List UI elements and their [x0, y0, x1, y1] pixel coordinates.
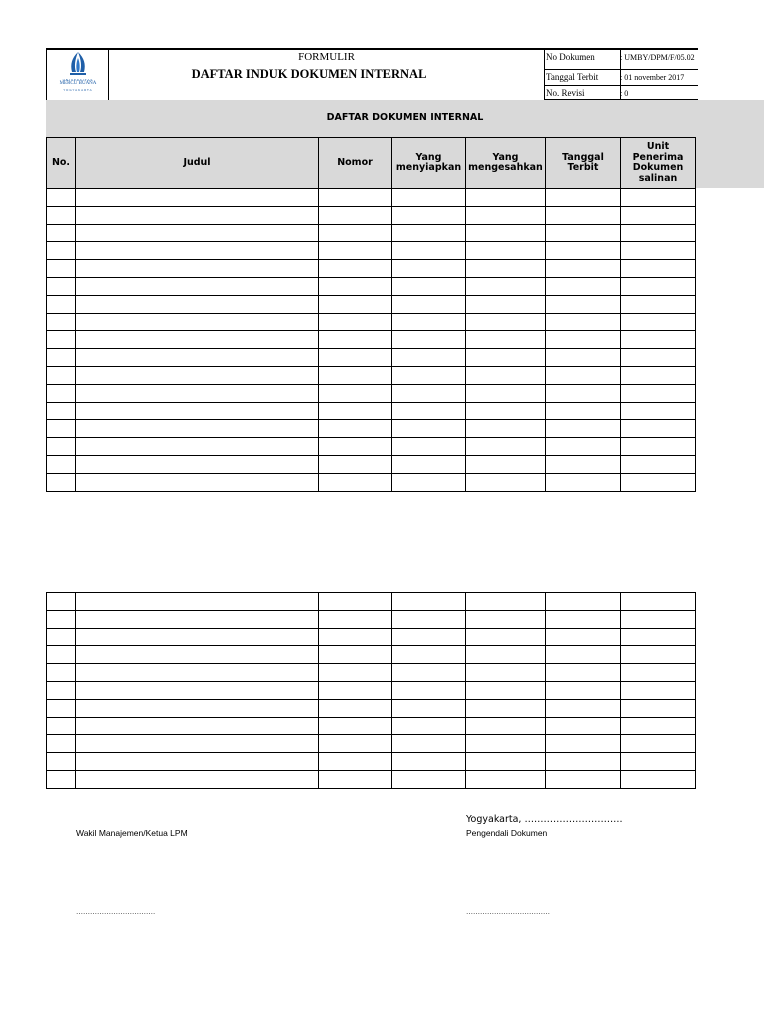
table-cell[interactable] [466, 770, 546, 788]
table-row [47, 277, 696, 295]
table-cell[interactable] [546, 770, 621, 788]
table-cell[interactable] [392, 699, 466, 717]
table-cell[interactable] [47, 331, 76, 349]
table-cell[interactable] [466, 593, 546, 611]
table-row [47, 717, 696, 735]
table-cell[interactable] [47, 420, 76, 438]
table-cell[interactable] [76, 593, 319, 611]
table-cell[interactable] [47, 455, 76, 473]
table-cell[interactable] [76, 420, 319, 438]
table-cell[interactable] [392, 313, 466, 331]
table-cell[interactable] [466, 699, 546, 717]
table-row [47, 366, 696, 384]
table-cell[interactable] [47, 366, 76, 384]
table-cell[interactable] [76, 384, 319, 402]
table-row [47, 770, 696, 788]
table-row [47, 224, 696, 242]
table-cell[interactable] [47, 735, 76, 753]
col-nomor: Nomor [319, 138, 392, 189]
table-cell[interactable] [546, 420, 621, 438]
col-yang-menyiapkan: Yang menyiapkan [392, 138, 466, 189]
table-cell[interactable] [621, 699, 696, 717]
table-cell[interactable] [546, 402, 621, 420]
table-cell[interactable] [392, 224, 466, 242]
table-cell[interactable] [621, 770, 696, 788]
table-cell[interactable] [392, 717, 466, 735]
table-cell[interactable] [621, 735, 696, 753]
table-cell[interactable] [319, 331, 392, 349]
table-cell[interactable] [392, 735, 466, 753]
table-cell[interactable] [47, 277, 76, 295]
table-cell[interactable] [319, 206, 392, 224]
table-row [47, 610, 696, 628]
table-cell[interactable] [76, 366, 319, 384]
table-cell[interactable] [621, 331, 696, 349]
table-cell[interactable] [621, 260, 696, 278]
table-cell[interactable] [76, 277, 319, 295]
table-cell[interactable] [392, 438, 466, 456]
meta-key: Tanggal Terbit [546, 72, 599, 82]
table-cell[interactable] [392, 206, 466, 224]
table-cell[interactable] [319, 455, 392, 473]
table-cell[interactable] [47, 473, 76, 491]
table-cell[interactable] [546, 189, 621, 207]
table-cell[interactable] [546, 260, 621, 278]
table-cell[interactable] [621, 628, 696, 646]
left-signature-line: ……………………………. [76, 908, 156, 916]
table-cell[interactable] [319, 646, 392, 664]
table-cell[interactable] [47, 224, 76, 242]
table-row [47, 681, 696, 699]
col-unit-penerima: Unit Penerima Dokumen salinan [621, 138, 696, 189]
table-cell[interactable] [319, 699, 392, 717]
table-cell[interactable] [466, 664, 546, 682]
col-tanggal-terbit: Tanggal Terbit [546, 138, 621, 189]
table-cell[interactable] [392, 681, 466, 699]
page-title: DAFTAR INDUK DOKUMEN INTERNAL [191, 67, 427, 81]
table-cell[interactable] [466, 366, 546, 384]
table-cell[interactable] [466, 735, 546, 753]
table-cell[interactable] [466, 420, 546, 438]
table-row [47, 402, 696, 420]
table-cell[interactable] [319, 295, 392, 313]
table-cell[interactable] [621, 455, 696, 473]
table-cell[interactable] [621, 206, 696, 224]
table-row [47, 664, 696, 682]
table-cell[interactable] [546, 593, 621, 611]
table-cell[interactable] [319, 384, 392, 402]
section-title: DAFTAR DOKUMEN INTERNAL [326, 112, 484, 123]
table-cell[interactable] [546, 277, 621, 295]
table-row [47, 295, 696, 313]
table-cell[interactable] [466, 628, 546, 646]
table-cell[interactable] [76, 717, 319, 735]
table-cell[interactable] [466, 224, 546, 242]
table-cell[interactable] [621, 189, 696, 207]
table-cell[interactable] [466, 295, 546, 313]
table-cell[interactable] [47, 349, 76, 367]
table-cell[interactable] [319, 260, 392, 278]
table-cell[interactable] [76, 628, 319, 646]
table-cell[interactable] [546, 473, 621, 491]
table-cell[interactable] [76, 260, 319, 278]
flame-logo-icon [50, 50, 106, 80]
table-cell[interactable] [47, 313, 76, 331]
meta-row-doc-number [544, 50, 698, 66]
table-cell[interactable] [466, 189, 546, 207]
table-row [47, 438, 696, 456]
table-cell[interactable] [546, 349, 621, 367]
table-cell[interactable] [546, 610, 621, 628]
table-cell[interactable] [392, 610, 466, 628]
table-cell[interactable] [319, 277, 392, 295]
table-cell[interactable] [319, 473, 392, 491]
place-date: Yogyakarta, …………………………. [466, 814, 623, 825]
table-cell[interactable] [621, 242, 696, 260]
table-cell[interactable] [319, 224, 392, 242]
table-cell[interactable] [546, 753, 621, 771]
table-row [47, 420, 696, 438]
meta-row-issue-date [544, 69, 698, 85]
table-cell[interactable] [319, 664, 392, 682]
table-cell[interactable] [392, 366, 466, 384]
right-signature-line: ……………………………… [466, 908, 550, 916]
table-cell[interactable] [76, 349, 319, 367]
table-cell[interactable] [546, 664, 621, 682]
table-row [47, 753, 696, 771]
table-cell[interactable] [466, 753, 546, 771]
table-cell[interactable] [621, 717, 696, 735]
col-yang-mengesahkan: Yang mengesahkan [466, 138, 546, 189]
table-cell[interactable] [319, 753, 392, 771]
table-cell[interactable] [76, 455, 319, 473]
table-cell[interactable] [76, 735, 319, 753]
table-cell[interactable] [392, 189, 466, 207]
table-cell[interactable] [76, 313, 319, 331]
table-cell[interactable] [392, 402, 466, 420]
table-cell[interactable] [319, 735, 392, 753]
table-cell[interactable] [76, 473, 319, 491]
table-cell[interactable] [76, 699, 319, 717]
table-cell[interactable] [546, 366, 621, 384]
table-cell[interactable] [76, 206, 319, 224]
table-cell[interactable] [319, 242, 392, 260]
table-cell[interactable] [47, 438, 76, 456]
table-cell[interactable] [466, 455, 546, 473]
table-cell[interactable] [546, 455, 621, 473]
table-cell[interactable] [392, 473, 466, 491]
table-cell[interactable] [319, 313, 392, 331]
table-row [47, 260, 696, 278]
table-cell[interactable] [466, 646, 546, 664]
table-cell[interactable] [546, 224, 621, 242]
table-cell[interactable] [47, 189, 76, 207]
table-cell[interactable] [546, 681, 621, 699]
table-cell[interactable] [621, 438, 696, 456]
table-cell[interactable] [76, 331, 319, 349]
table-cell[interactable] [466, 331, 546, 349]
table-cell[interactable] [466, 277, 546, 295]
table-cell[interactable] [392, 242, 466, 260]
left-signatory-role: Wakil Manajemen/Ketua LPM [76, 828, 188, 838]
table-row [47, 699, 696, 717]
table-cell[interactable] [76, 189, 319, 207]
table-cell[interactable] [319, 628, 392, 646]
table-cell[interactable] [392, 331, 466, 349]
table-cell[interactable] [319, 402, 392, 420]
table-cell[interactable] [319, 681, 392, 699]
table-cell[interactable] [392, 295, 466, 313]
table-cell[interactable] [47, 206, 76, 224]
table-cell[interactable] [546, 384, 621, 402]
table-cell[interactable] [392, 277, 466, 295]
table-cell[interactable] [319, 349, 392, 367]
table-cell[interactable] [621, 473, 696, 491]
table-cell[interactable] [392, 646, 466, 664]
col-judul: Judul [76, 138, 319, 189]
table-cell[interactable] [47, 770, 76, 788]
table-row [47, 628, 696, 646]
table-row [47, 473, 696, 491]
col-no: No. [47, 138, 76, 189]
table-cell[interactable] [546, 295, 621, 313]
table-cell[interactable] [466, 438, 546, 456]
table-cell[interactable] [621, 420, 696, 438]
logo-text-main: MERCU BUANA [59, 81, 97, 86]
table-cell[interactable] [47, 699, 76, 717]
table-cell[interactable] [47, 260, 76, 278]
table-cell[interactable] [392, 664, 466, 682]
table-cell[interactable] [47, 646, 76, 664]
table-cell[interactable] [76, 681, 319, 699]
table-cell[interactable] [47, 402, 76, 420]
table-cell[interactable] [319, 420, 392, 438]
table-header-row [47, 138, 696, 189]
table-cell[interactable] [392, 455, 466, 473]
table-cell[interactable] [47, 681, 76, 699]
table-cell[interactable] [392, 628, 466, 646]
table-cell[interactable] [546, 699, 621, 717]
table-cell[interactable] [319, 366, 392, 384]
table-cell[interactable] [546, 438, 621, 456]
table-cell[interactable] [621, 681, 696, 699]
table-cell[interactable] [76, 295, 319, 313]
table-cell[interactable] [319, 717, 392, 735]
table-cell[interactable] [546, 242, 621, 260]
table-row [47, 242, 696, 260]
table-cell[interactable] [47, 593, 76, 611]
table-cell[interactable] [392, 593, 466, 611]
table-cell[interactable] [546, 331, 621, 349]
table-row [47, 313, 696, 331]
table-row [47, 206, 696, 224]
table-row [47, 593, 696, 611]
table-cell[interactable] [466, 349, 546, 367]
table-cell[interactable] [319, 438, 392, 456]
table-cell[interactable] [76, 646, 319, 664]
form-label: FORMULIR [298, 51, 355, 63]
table-cell[interactable] [546, 206, 621, 224]
table-row [47, 384, 696, 402]
table-cell[interactable] [621, 593, 696, 611]
logo-text-top: UNIVERSITAS [62, 78, 94, 82]
table-row [47, 349, 696, 367]
table-cell[interactable] [466, 610, 546, 628]
table-row [47, 331, 696, 349]
table-cell[interactable] [392, 349, 466, 367]
table-cell[interactable] [319, 770, 392, 788]
right-signatory-role: Pengendali Dokumen [466, 828, 548, 838]
meta-value: : 01 november 2017 [620, 73, 685, 82]
university-logo [50, 50, 106, 96]
table-cell[interactable] [466, 717, 546, 735]
table-cell[interactable] [392, 770, 466, 788]
table-row [47, 455, 696, 473]
table-cell[interactable] [47, 610, 76, 628]
table-cell[interactable] [621, 295, 696, 313]
meta-value: : 0 [620, 89, 629, 98]
table-cell[interactable] [621, 753, 696, 771]
table-cell[interactable] [466, 260, 546, 278]
table-cell[interactable] [466, 206, 546, 224]
table-cell[interactable] [392, 260, 466, 278]
table-cell[interactable] [47, 242, 76, 260]
table-cell[interactable] [466, 384, 546, 402]
meta-value: : UMBY/DPM/F/05.02 [620, 53, 695, 62]
table-cell[interactable] [621, 646, 696, 664]
table-row [47, 646, 696, 664]
table-cell[interactable] [466, 402, 546, 420]
table-cell[interactable] [47, 753, 76, 771]
table-cell[interactable] [621, 402, 696, 420]
table-cell[interactable] [392, 384, 466, 402]
table-body [47, 189, 696, 492]
table-cell[interactable] [76, 770, 319, 788]
table-cell[interactable] [76, 664, 319, 682]
document-table-continued [46, 592, 696, 789]
table-cell[interactable] [621, 224, 696, 242]
table-cell[interactable] [621, 349, 696, 367]
table-cell[interactable] [319, 189, 392, 207]
table-cell[interactable] [319, 610, 392, 628]
table-cell[interactable] [546, 646, 621, 664]
table-cell[interactable] [466, 313, 546, 331]
table-cell[interactable] [47, 664, 76, 682]
table-cell[interactable] [621, 610, 696, 628]
table-cell[interactable] [466, 242, 546, 260]
table-cell[interactable] [319, 593, 392, 611]
meta-key: No. Revisi [546, 88, 585, 98]
table-row [47, 189, 696, 207]
document-table [46, 137, 696, 492]
table-cell[interactable] [621, 366, 696, 384]
table-cell[interactable] [47, 628, 76, 646]
table-row [47, 735, 696, 753]
header-left-border [46, 48, 47, 100]
table-cell[interactable] [621, 313, 696, 331]
table-cell[interactable] [546, 717, 621, 735]
table-cell[interactable] [546, 735, 621, 753]
table-cell[interactable] [392, 420, 466, 438]
table-cell[interactable] [621, 384, 696, 402]
table-cell[interactable] [466, 473, 546, 491]
table-body [47, 593, 696, 789]
logo-text-bottom: YOGYAKARTA [63, 88, 93, 92]
table-cell[interactable] [47, 384, 76, 402]
table-cell[interactable] [76, 224, 319, 242]
table-cell[interactable] [392, 753, 466, 771]
table-cell[interactable] [76, 402, 319, 420]
table-cell[interactable] [546, 313, 621, 331]
table-cell[interactable] [47, 717, 76, 735]
table-cell[interactable] [76, 610, 319, 628]
table-cell[interactable] [546, 628, 621, 646]
table-cell[interactable] [76, 753, 319, 771]
table-cell[interactable] [466, 681, 546, 699]
table-cell[interactable] [47, 295, 76, 313]
meta-key: No Dokumen [546, 52, 595, 62]
table-cell[interactable] [621, 277, 696, 295]
table-cell[interactable] [621, 664, 696, 682]
table-cell[interactable] [76, 438, 319, 456]
table-cell[interactable] [76, 242, 319, 260]
